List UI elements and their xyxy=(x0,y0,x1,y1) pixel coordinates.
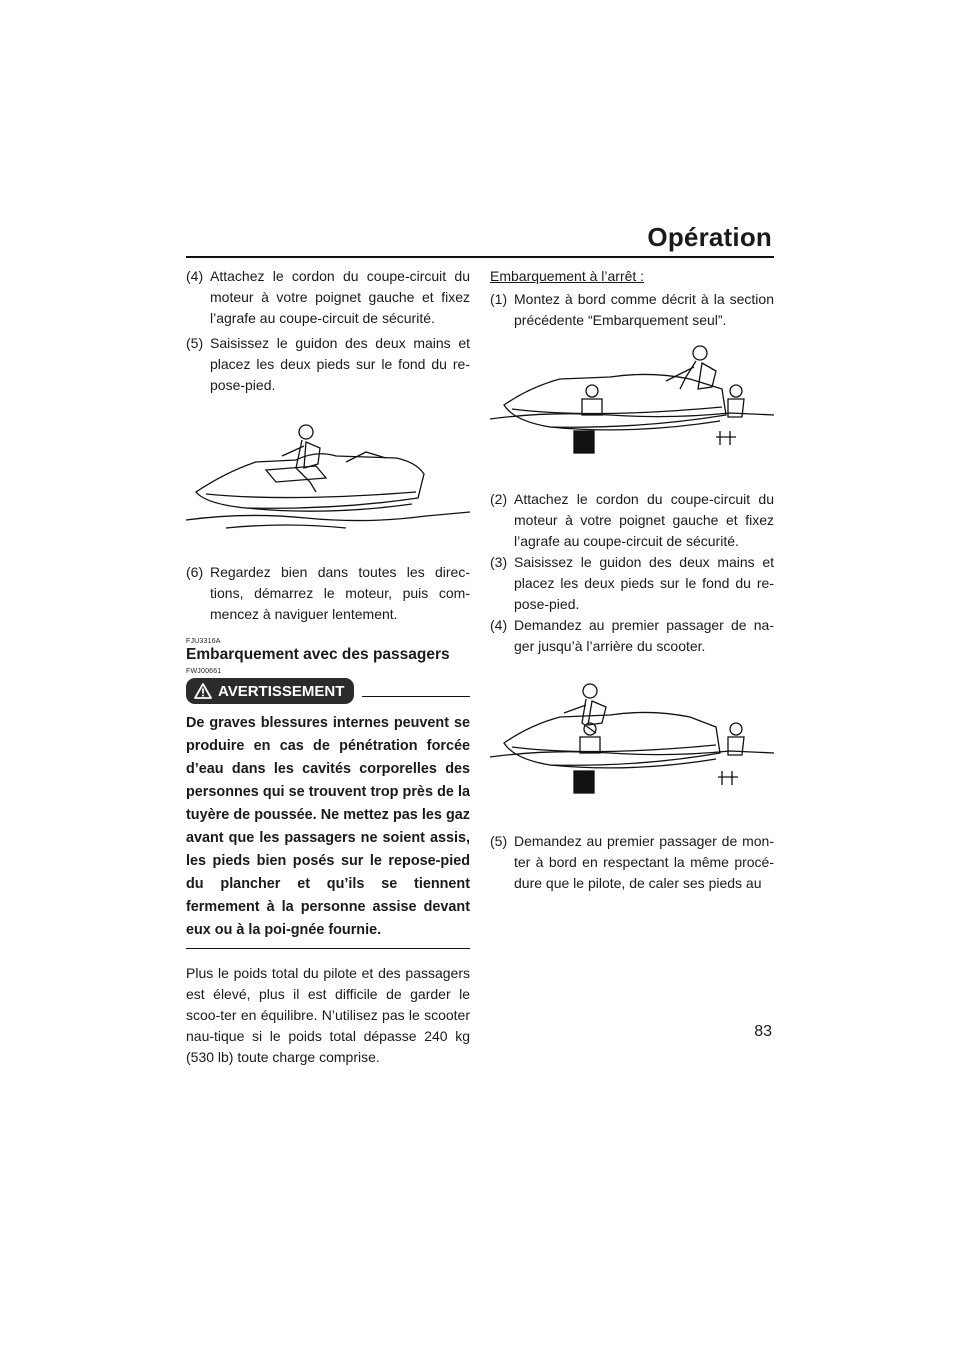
page-title: Opération xyxy=(647,222,772,252)
step-item: (2) Attachez le cordon du coupe-circuit du moteur à votre poignet gauche et fixez l’agrafe au coupe-circuit de sécurité. xyxy=(490,491,774,549)
step-item: (3) Saisissez le guidon des deux mains et placez les deux pieds sur le fond du re-pose-pied. xyxy=(490,554,774,612)
divider xyxy=(186,948,470,949)
step-item: (5) Demandez au premier passager de mon-ter à bord en respectant la même procé-dure que le pilote, de caler ses pieds au xyxy=(490,833,774,891)
header-rule xyxy=(186,256,774,258)
step-item: (4) Attachez le cordon du coupe-circuit du moteur à votre poignet gauche et fixez l’agrafe au coupe-circuit de sécurité. xyxy=(186,268,470,326)
page-number: 83 xyxy=(754,1023,772,1040)
warning-text: De graves blessures internes peuvent se produire en cas de pénétration forcée d’eau dans les cavités corporelles des personnes qui se trouvent trop près de la tuyère de poussée. Ne mettez pas les gaz avant que les passagers ne soient assis, les pieds bien posés sur le repose-pied du plancher et qu’ils se tiennent fermement à la personne assise devant eux ou à la poi-gnée fournie. xyxy=(186,715,470,938)
right-column xyxy=(490,266,774,894)
step-item: (5) Saisissez le guidon des deux mains et placez les deux pieds sur le fond du re-pose-pied. xyxy=(186,335,470,393)
divider xyxy=(362,696,470,697)
subsection-title: Embarquement à l’arrêt : xyxy=(490,268,645,284)
section-code: FJU3316A xyxy=(186,638,221,645)
passenger-swimming-illustration xyxy=(490,683,774,803)
left-column xyxy=(186,266,470,1068)
warning-code: FWJ00661 xyxy=(186,668,222,675)
warning-header xyxy=(186,678,470,704)
body-paragraph: Plus le poids total du pilote et des passagers est élevé, plus il est difficile de garder le scoo-ter en équilibre. N’utilisez pas le scooter nau-tique si le poids total dépasse 240 kg (530 lb) toute charge comprise. xyxy=(186,965,470,1065)
warning-triangle-icon xyxy=(194,683,212,699)
warning-badge xyxy=(186,678,354,704)
rider-boarding-illustration xyxy=(490,345,774,465)
warning-label: AVERTISSEMENT xyxy=(218,682,345,700)
step-item: (6) Regardez bien dans toutes les direc-tions, démarrez le moteur, puis com-mencez à naviguer lentement. xyxy=(186,564,470,622)
section-title: Embarquement avec des passagers xyxy=(186,646,450,663)
step-item: (4) Demandez au premier passager de na-ger jusqu’à l’arrière du scooter. xyxy=(490,617,774,654)
watercraft-rider-illustration xyxy=(186,412,470,552)
step-item: (1) Montez à bord comme décrit à la section précédente “Embarquement seul”. xyxy=(490,291,774,328)
